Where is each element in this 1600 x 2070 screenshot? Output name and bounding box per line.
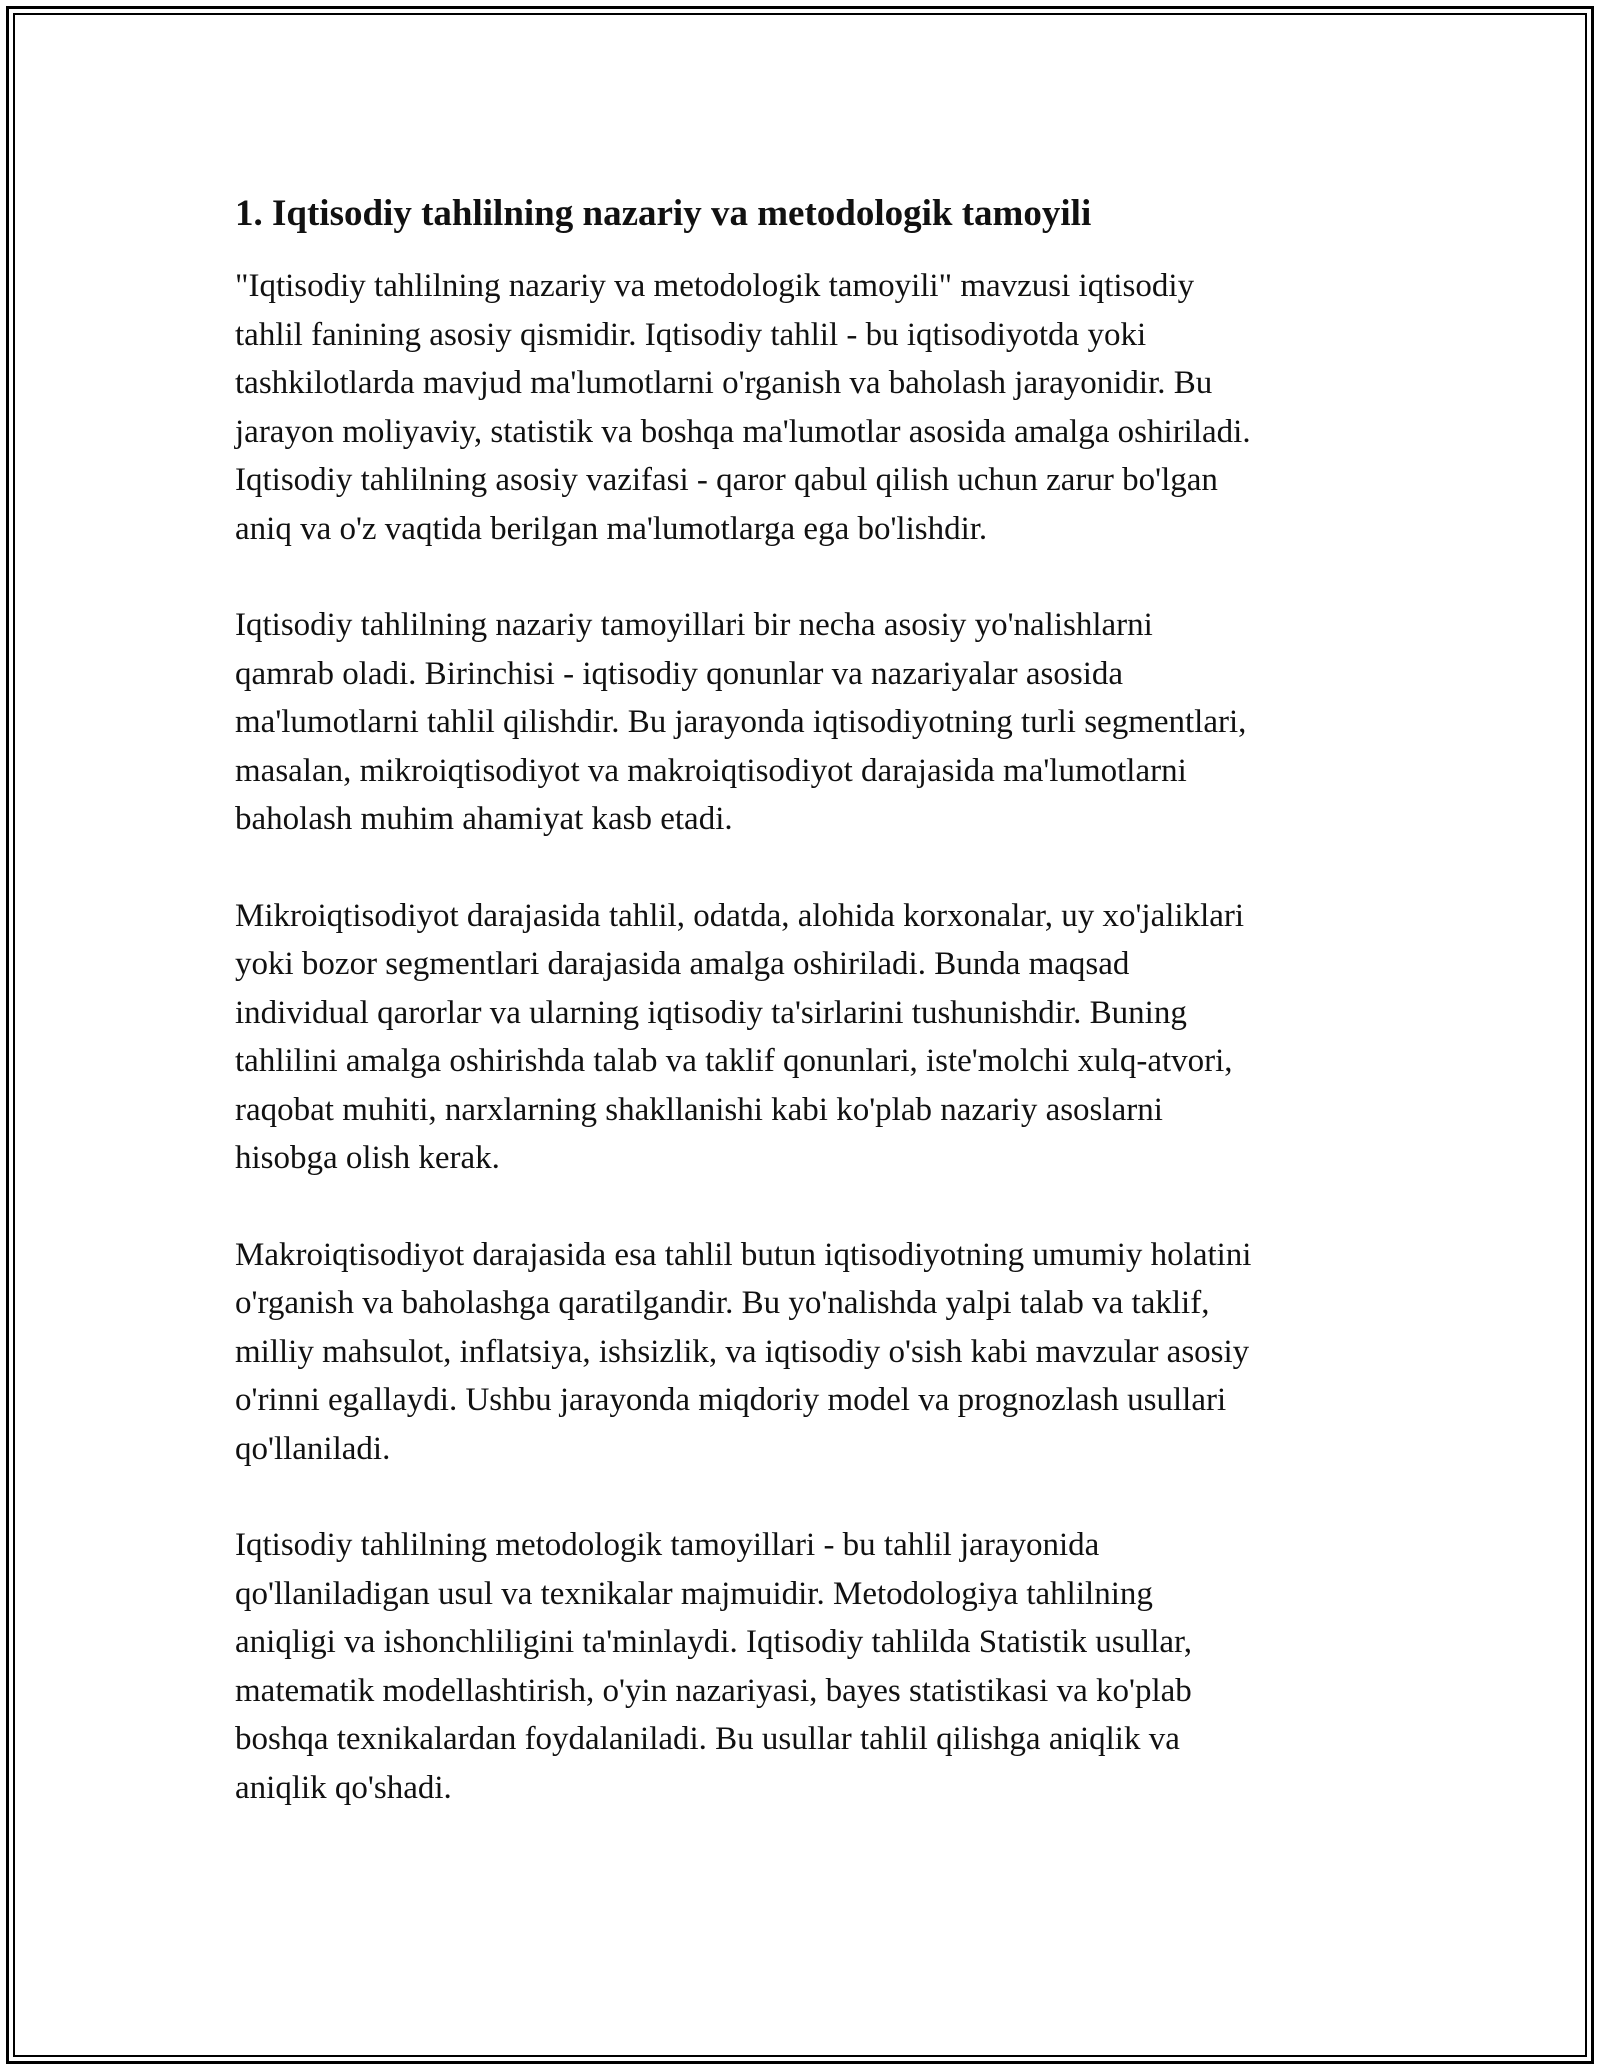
paragraph-line: aniqligi va ishonchliligini ta'minlaydi. Iqtisodiy tahlilda Statistik usullar, bbox=[235, 1624, 1192, 1660]
paragraph-3 bbox=[235, 892, 1375, 1183]
paragraph-line: boshqa texnikalardan foydalaniladi. Bu usullar tahlil qilishga aniqlik va bbox=[235, 1721, 1180, 1757]
paragraph-line: masalan, mikroiqtisodiyot va makroiqtisodiyot darajasida ma'lumotlarni bbox=[235, 752, 1187, 789]
document-body bbox=[235, 188, 1375, 1860]
section-heading: 1. Iqtisodiy tahlilning nazariy va metodologik tamoyili bbox=[235, 193, 1092, 234]
paragraph-line: baholash muhim ahamiyat kasb etadi. bbox=[235, 801, 733, 837]
paragraph-4 bbox=[235, 1231, 1375, 1474]
paragraph-line: aniqlik qo'shadi. bbox=[235, 1769, 452, 1806]
paragraph-line: hisobga olish kerak. bbox=[235, 1140, 500, 1176]
paragraph-line: qamrab oladi. Birinchisi - iqtisodiy qonunlar va nazariyalar asosida bbox=[235, 655, 1124, 692]
paragraph-1 bbox=[235, 262, 1375, 553]
paragraph-line: tahlil fanining asosiy qismidir. Iqtisodiy tahlil - bu iqtisodiyotda yoki bbox=[235, 316, 1147, 353]
paragraph-line: ma'lumotlarni tahlil qilishdir. Bu jarayonda iqtisodiyotning turli segmentlari, bbox=[235, 704, 1247, 740]
paragraph-line: Makroiqtisodiyot darajasida esa tahlil butun iqtisodiyotning umumiy holatini bbox=[235, 1236, 1252, 1273]
paragraph-line: Mikroiqtisodiyot darajasida tahlil, odatda, alohida korxonalar, uy xo'jaliklari bbox=[235, 897, 1245, 934]
paragraph-line: yoki bozor segmentlari darajasida amalga oshiriladi. Bunda maqsad bbox=[235, 946, 1130, 982]
paragraph-line: aniq va o'z vaqtida berilgan ma'lumotlarga ega bo'lishdir. bbox=[235, 510, 988, 547]
paragraph-line: qo'llaniladigan usul va texnikalar majmuidir. Metodologiya tahlilning bbox=[235, 1575, 1153, 1612]
paragraph-line: tahlilini amalga oshirishda talab va taklif qonunlari, iste'molchi xulq-atvori, bbox=[235, 1043, 1233, 1079]
paragraph-line: jarayon moliyaviy, statistik va boshqa ma'lumotlar asosida amalga oshiriladi. bbox=[235, 413, 1251, 450]
paragraph-5 bbox=[235, 1521, 1375, 1812]
paragraph-line: "Iqtisodiy tahlilning nazariy va metodologik tamoyili" mavzusi iqtisodiy bbox=[235, 268, 1195, 304]
paragraph-line: qo'llaniladi. bbox=[235, 1430, 391, 1467]
paragraph-line: Iqtisodiy tahlilning metodologik tamoyillari - bu tahlil jarayonida bbox=[235, 1527, 1100, 1563]
paragraph-line: individual qarorlar va ularning iqtisodiy ta'sirlarini tushunishdir. Buning bbox=[235, 994, 1187, 1031]
paragraph-line: milliy mahsulot, inflatsiya, ishsizlik, va iqtisodiy o'sish kabi mavzular asosiy bbox=[235, 1333, 1250, 1370]
paragraph-line: matematik modellashtirish, o'yin nazariyasi, bayes statistikasi va ko'plab bbox=[235, 1672, 1192, 1709]
paragraph-line: o'rinni egallaydi. Ushbu jarayonda miqdoriy model va prognozlash usullari bbox=[235, 1382, 1227, 1418]
paragraph-line: raqobat muhiti, narxlarning shakllanishi kabi ko'plab nazariy asoslarni bbox=[235, 1091, 1163, 1128]
paragraph-line: o'rganish va baholashga qaratilgandir. Bu yo'nalishda yalpi talab va taklif, bbox=[235, 1285, 1210, 1321]
paragraph-2 bbox=[235, 601, 1375, 844]
paragraph-line: tashkilotlarda mavjud ma'lumotlarni o'rganish va baholash jarayonidir. Bu bbox=[235, 365, 1213, 401]
paragraph-line: Iqtisodiy tahlilning nazariy tamoyillari bir necha asosiy yo'nalishlarni bbox=[235, 607, 1153, 643]
paragraph-line: Iqtisodiy tahlilning asosiy vazifasi - qaror qabul qilish uchun zarur bo'lgan bbox=[235, 462, 1218, 498]
